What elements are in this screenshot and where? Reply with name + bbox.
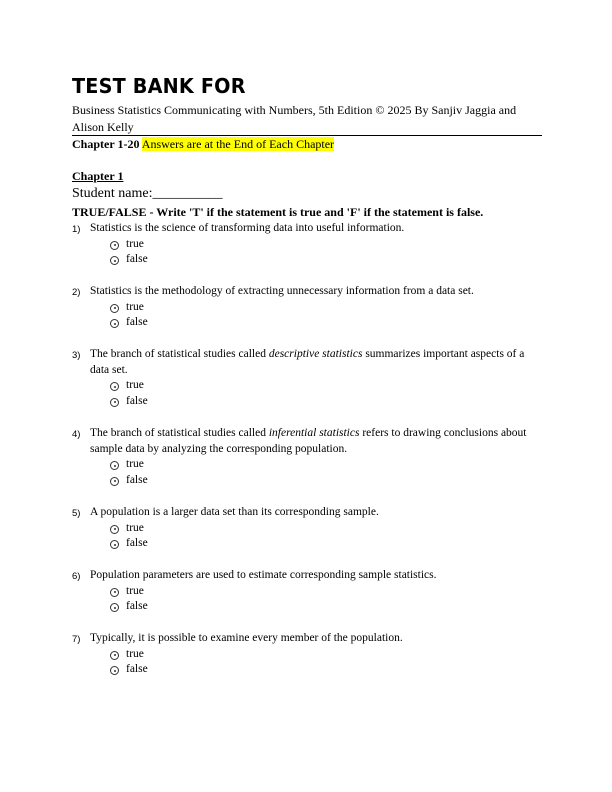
question-2 (72, 284, 542, 331)
radio-icon[interactable] (110, 461, 119, 470)
radio-icon[interactable] (110, 666, 119, 675)
option-true[interactable] (110, 300, 542, 316)
radio-icon[interactable] (110, 525, 119, 534)
radio-icon[interactable] (110, 477, 119, 486)
option-false[interactable] (110, 473, 542, 489)
question-number: 5) (72, 508, 81, 519)
question-3 (72, 347, 542, 409)
option-false[interactable] (110, 252, 542, 268)
radio-icon[interactable] (110, 382, 119, 391)
option-false[interactable] (110, 536, 542, 552)
book-subtitle: Business Statistics Communicating with Numbers, 5th Edition © 2025 By Sanjiv Jaggia and Alison Kelly (72, 103, 517, 134)
question-text-part: The branch of statistical studies called (90, 427, 269, 439)
question-number: 6) (72, 571, 81, 582)
radio-icon[interactable] (110, 256, 119, 265)
question-1 (72, 221, 542, 268)
radio-icon[interactable] (110, 241, 119, 250)
option-false[interactable] (110, 315, 542, 331)
option-label: false (126, 537, 148, 549)
chapter-range: Chapter 1-20 (72, 137, 140, 151)
radio-icon[interactable] (110, 603, 119, 612)
option-false[interactable] (110, 394, 542, 410)
option-true[interactable] (110, 457, 542, 473)
option-label: false (126, 316, 148, 328)
option-label: true (126, 379, 144, 391)
question-number: 1) (72, 224, 81, 235)
radio-icon[interactable] (110, 651, 119, 660)
option-label: true (126, 458, 144, 470)
option-label: true (126, 584, 144, 597)
student-name-field: Student name:__________ (72, 186, 223, 201)
question-text: A population is a larger data set than its corresponding sample. (90, 506, 379, 518)
option-true[interactable] (110, 521, 542, 537)
question-text-part: refers to drawing conclusions about sample data by analyzing the corresponding population. (90, 427, 527, 455)
question-text (90, 426, 542, 457)
radio-icon[interactable] (110, 304, 119, 313)
question-number: 4) (72, 429, 81, 440)
question-number: 7) (72, 634, 81, 645)
option-label: false (126, 253, 148, 265)
question-text-part: The branch of statistical studies called (90, 348, 269, 360)
page-title: TEST BANK FOR (72, 74, 246, 98)
answers-note: Answers are at the End of Each Chapter (141, 137, 335, 151)
option-false[interactable] (110, 599, 542, 615)
question-number: 2) (72, 287, 81, 298)
question-6 (72, 568, 542, 615)
question-term: inferential statistics (268, 427, 360, 439)
radio-icon[interactable] (110, 398, 119, 407)
question-term: descriptive statistics (268, 348, 363, 360)
question-number: 3) (72, 350, 81, 361)
question-text (90, 347, 542, 378)
chapter-range-line (72, 137, 334, 152)
option-label: false (126, 394, 148, 407)
option-label: true (126, 521, 144, 534)
chapter-heading: Chapter 1 (72, 169, 124, 183)
radio-icon[interactable] (110, 588, 119, 597)
header-divider (72, 135, 542, 136)
question-5 (72, 505, 542, 552)
option-label: false (126, 600, 148, 612)
radio-icon[interactable] (110, 540, 119, 549)
option-true[interactable] (110, 378, 542, 394)
option-label: false (126, 663, 148, 675)
question-7 (72, 631, 542, 678)
question-text: Population parameters are used to estimate corresponding sample statistics. (90, 569, 437, 581)
radio-icon[interactable] (110, 319, 119, 328)
option-true[interactable] (110, 584, 542, 600)
question-text-part: summarizes important aspects of a data set. (90, 348, 525, 376)
question-text: Statistics is the methodology of extracting unnecessary information from a data set. (90, 285, 474, 297)
option-true[interactable] (110, 647, 542, 663)
question-4 (72, 426, 542, 488)
question-text: Typically, it is possible to examine every member of the population. (90, 632, 403, 644)
option-false[interactable] (110, 662, 542, 678)
option-label: true (126, 300, 144, 313)
instructions: TRUE/FALSE - Write 'T' if the statement is true and 'F' if the statement is false. (72, 205, 484, 219)
option-true[interactable] (110, 237, 542, 253)
option-label: true (126, 237, 144, 250)
question-text: Statistics is the science of transforming data into useful information. (90, 222, 405, 234)
option-label: true (126, 647, 144, 660)
option-label: false (126, 473, 148, 486)
